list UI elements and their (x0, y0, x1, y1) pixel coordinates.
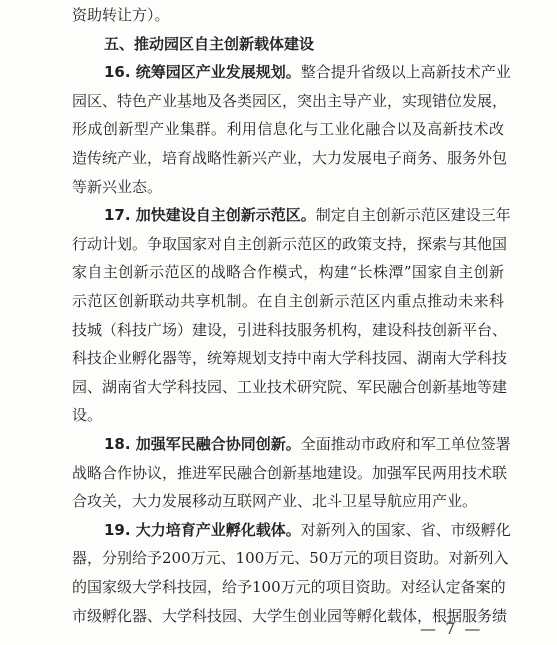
text-line: 技城（科技广场）建设，引进科技服务机构，建设科技创新平台、 (72, 320, 508, 339)
text-line: 合攻关，大力发展移动互联网产业、北斗卫星导航应用产业。 (72, 492, 478, 511)
text-line: 行动计划。争取国家对自主创新示范区的政策支持，探索与其他国 (72, 234, 508, 253)
text-line: 战略合作协议，推进军民融合创新基地建设。加强军民两用技术联 (72, 463, 508, 482)
text-line: 示范区创新联动共享机制。在自主创新示范区内重点推动未来科 (72, 292, 504, 310)
text-line: 科技企业孵化器等，统筹规划支持中南大学科技园、湖南大学科技 (72, 349, 508, 368)
paragraph-17-first-line (104, 204, 511, 226)
item-17-text: 制定自主创新示范区建设三年 (315, 206, 511, 225)
text-line: 器，分别给予200万元、100万元、50万元的项目资助。对新列入 (72, 549, 509, 568)
item-17-title: 17. 加快建设自主创新示范区。 (104, 206, 316, 225)
page-number: — 7 — (420, 619, 483, 638)
paragraph-19-first-line (104, 519, 511, 541)
text-line: 造传统产业，培育战略性新兴产业，大力发展电子商务、服务外包 (72, 149, 508, 167)
section-heading: 五、推动园区自主创新载体建设 (104, 34, 315, 53)
item-19-title: 19. 大力培育产业孵化载体。 (104, 520, 301, 539)
text-line: 家自主创新示范区的战略合作模式，构建“长株潭”国家自主创新 (72, 263, 504, 282)
text-line: 园、湖南省大学科技园、工业技术研究院、军民融合创新基地等建 (72, 377, 508, 396)
text-line: 的国家级大学科技园，给予100万元的项目资助。对经认定备案的 (72, 578, 506, 596)
text-line: 园区、特色产业基地及各类园区，突出主导产业，实现错位发展， (72, 91, 508, 110)
item-18-text: 全面推动市政府和军工单位签署 (300, 435, 511, 453)
item-19-text: 对新列入的国家、省、市级孵化 (300, 520, 511, 539)
text-line: 等新兴业态。 (72, 177, 163, 196)
item-16-text: 整合提升省级以上高新技术产业 (300, 63, 511, 82)
text-line: 设。 (72, 406, 103, 425)
text-line: 市级孵化器、大学科技园、大学生创业园等孵化载体，根据服务绩 (72, 606, 508, 625)
text-line: 形成创新型产业集群。利用信息化与工业化融合以及高新技术改 (72, 120, 504, 139)
text-line: 资助转让方）。 (72, 6, 170, 24)
paragraph-18-first-line (104, 433, 511, 455)
item-18-title: 18. 加强军民融合协同创新。 (104, 435, 301, 453)
paragraph-16-first-line (104, 61, 511, 83)
item-16-title: 16. 统筹园区产业发展规划。 (104, 63, 301, 82)
